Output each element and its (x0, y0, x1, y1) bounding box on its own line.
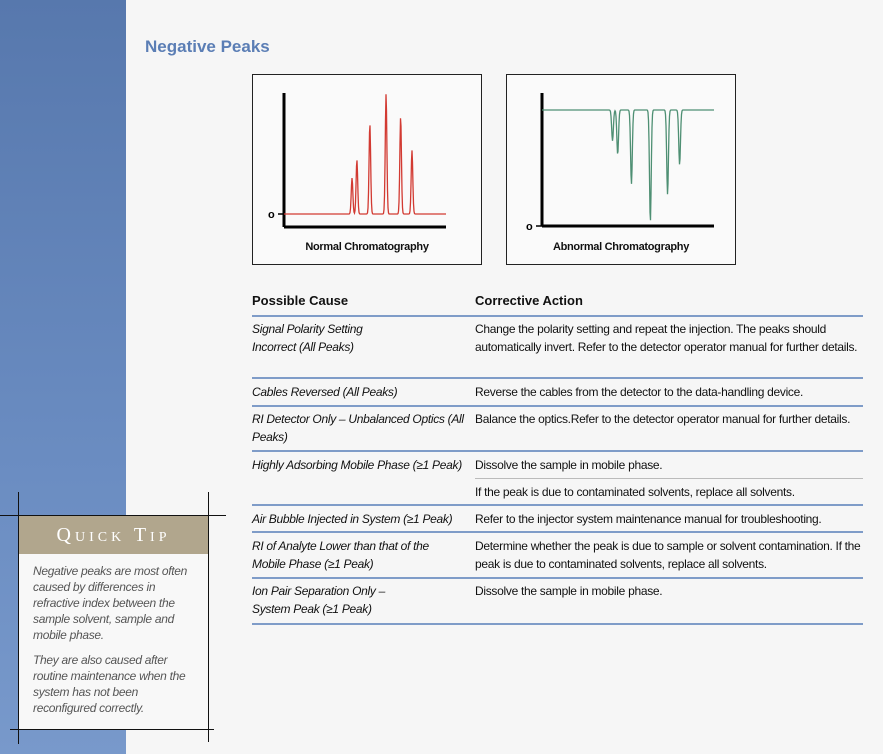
signal-trace (284, 94, 446, 214)
divider (475, 478, 863, 479)
crop-line (18, 492, 19, 744)
divider (252, 623, 863, 625)
divider (252, 315, 863, 317)
header-corrective-action: Corrective Action (475, 293, 583, 308)
cause: Cables Reversed (All Peaks) (252, 385, 398, 399)
action: Dissolve the sample in mobile phase. (475, 584, 663, 598)
cause: RI Detector Only – Unbalanced Optics (All Peaks) (252, 412, 464, 444)
crop-line (0, 515, 226, 516)
normal-chromatography-chart (252, 74, 482, 265)
action: Determine whether the peak is due to sample or solvent contamination. If the peak is due to contaminated solvents, replace all solvents. (475, 539, 861, 571)
header-possible-cause: Possible Cause (252, 293, 349, 308)
action: If the peak is due to contaminated solvents, replace all solvents. (475, 485, 795, 499)
action: Change the polarity setting and repeat the injection. The peaks should automatically invert. Refer to the detector operator manual for further details. (475, 322, 858, 354)
quick-tip-heading: Quick Tip (19, 516, 208, 554)
action: Dissolve the sample in mobile phase. (475, 458, 663, 472)
normal-chart-svg (253, 75, 481, 264)
cause: Highly Adsorbing Mobile Phase (≥1 Peak) (252, 458, 462, 472)
crop-line (208, 492, 209, 742)
divider (252, 531, 863, 533)
cause: RI of Analyte Lower than that of the Mobile Phase (≥1 Peak) (252, 539, 429, 571)
zero-label: o (526, 221, 533, 233)
chart-caption: Normal Chromatography (305, 241, 429, 253)
divider (252, 405, 863, 407)
action: Reverse the cables from the detector to the data-handling device. (475, 385, 804, 399)
chart-caption: Abnormal Chromatography (552, 241, 690, 253)
signal-trace (542, 110, 714, 220)
quick-tip-paragraph: Negative peaks are most often caused by differences in refractive index between the sample solvent, sample and mobile phase. (33, 564, 188, 642)
zero-label: o (268, 209, 275, 221)
divider (252, 377, 863, 379)
abnormal-chromatography-chart (506, 74, 736, 265)
action: Balance the optics.Refer to the detector operator manual for further details. (475, 412, 851, 426)
quick-tip-paragraph: They are also caused after routine maintenance when the system has not been reconfigured correctly. (33, 653, 186, 715)
abnormal-chart-svg (507, 75, 735, 264)
action: Refer to the injector system maintenance manual for troubleshooting. (475, 512, 822, 526)
crop-line (10, 729, 214, 730)
page-title: Negative Peaks (145, 37, 270, 56)
divider (252, 504, 863, 506)
cause: Ion Pair Separation Only – System Peak (≥1 Peak) (252, 584, 385, 616)
cause: Signal Polarity Setting Incorrect (All Peaks) (252, 322, 363, 354)
divider (252, 577, 863, 579)
divider (252, 450, 863, 452)
cause: Air Bubble Injected in System (≥1 Peak) (252, 512, 453, 526)
